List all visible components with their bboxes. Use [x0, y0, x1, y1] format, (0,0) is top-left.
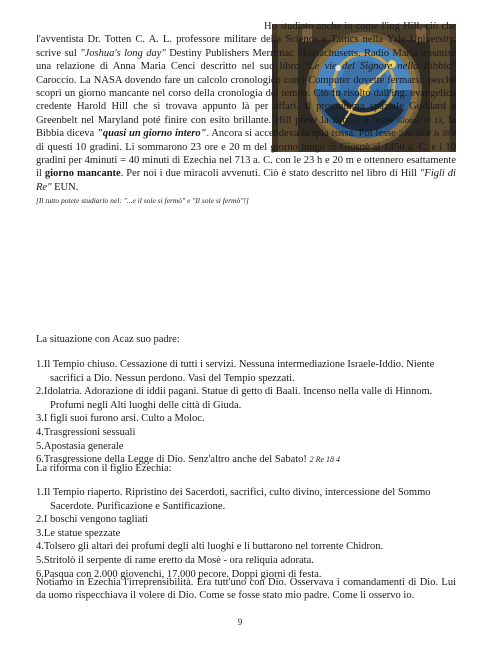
intro-paragraph: [36, 20, 456, 208]
list-item: 1.Il Tempio riaperto. Ripristino dei Sacerdoti, sacrifici, culto divino, intercessione del Sommo Sacerdote. Purificazione e Santificazione.: [36, 487, 431, 512]
text-run: e: [423, 128, 434, 140]
text-run: Destiny Publishers Merrimac Massachusetts. Radio Maria trasmise una relazione di Anna Maria Cenci descritto nel suo libro: [36, 47, 456, 73]
book-title: "Figli di Re": [36, 168, 456, 193]
book-title: "Joshua's long day": [80, 47, 166, 59]
list-item: 5.Apostasia generale: [36, 440, 124, 452]
list-item: 3.Le statue spezzate: [36, 527, 121, 539]
section1-heading: La situazione con Acaz suo padre:: [36, 334, 180, 345]
list-item: 4.Tolsero gli altari dei profumi degli alti luoghi e li buttarono nel torrente Chidron.: [36, 541, 384, 553]
acaz-list: [36, 358, 460, 467]
list-item: 3.I figli suoi furono arsi. Culto a Moloc.: [36, 413, 205, 425]
list-item: 4.Trasgressioni sessuali: [36, 426, 136, 438]
text-run: . Ancora si accendeva la spia rossa. Poi lesse: [206, 128, 399, 140]
study-note: [Il tutto potete studiarlo nel: "...e il sole si fermò" e "Il sole si fermò"!]: [36, 196, 249, 206]
list-item: 2.I boschi vengono tagliati: [36, 514, 148, 526]
ezechia-list: [36, 486, 460, 581]
text-run: Ho studiato anche io come l'ing Hill, ciò che l'avventista Dr. Totten C. A. L. professore militare della Science e Tattics nella Yale University. scrive sul: [36, 21, 456, 59]
bible-reference: 2 Re 18 4: [309, 455, 340, 465]
list-item: 1.Il Tempio chiuso. Cessazione di tutti i servizi. Nessuna intermediazione Israele-Iddio. Niente sacrifici a Dio. Nessun perdono. Vasi del Tempio spezzati.: [36, 359, 435, 384]
book-title: "Le vie del Signore nella Bibbia": [304, 61, 456, 73]
list-item: 2.Idolatria. Adorazione di iddii pagani. Statue di getto di Baali. Incenso nella valle di Hinnom. Profumi negli Alti luoghi delle città di Giuda.: [36, 386, 433, 411]
highlighted-phrase: giorno mancante: [44, 168, 121, 180]
bible-quote: "quasi un giorno intero": [97, 128, 207, 140]
bible-reference: 2 Re 20: [398, 129, 424, 139]
text-run: . Per noi i due miracoli avvenuti. Ciò è stato descritto nel libro di Hill: [120, 168, 421, 180]
list-item: 6.Pasqua con 2.000 giovenchi, 17.000 pecore. Doppi giorni di festa.: [36, 568, 322, 580]
list-item-text: 6.Trasgressione della Legge di Dio. Senz'altro anche del Sabato!: [36, 454, 310, 466]
text-run: , la Bibbia diceva: [36, 114, 456, 140]
bible-reference: Is 38 8: [433, 129, 456, 139]
text-run: EUN.: [51, 181, 79, 193]
list-item: 5.Stritolò il serpente di rame eretto da Mosè - ora reliquia adorata.: [36, 554, 314, 566]
section2-heading: La riforma con il figlio Ezechia:: [36, 463, 172, 474]
page-number: 9: [237, 617, 243, 627]
text-run: di questi 10 gradini. Li sommarono 23 ore e 20 m del giorno lungo di Giosuè al 1450 a. C. e i 10 gradini per 4minuti = 40 minuti di Ezechia nel 713 a. C. con le 23 h e 20 m e ottennero esattamente il: [36, 141, 456, 180]
bible-reference: Giosuè 10 13: [396, 115, 442, 125]
closing-paragraph: Notiamo in Ezechia l'irreprensibilità. Era tutt'uno con Dio. Osservava i comandamenti di Dio. Lui da uomo rispecchiava il volere di Dio. Come se fosse stato mio padre. Come li osservo io.: [36, 577, 456, 602]
text-run: Caroccio. La NASA dovendo fare un calcolo cronologico con i Computer dovette fermarsi, perché scoprì un giorno mancante nel corso della cronologia del tempo. Ciò fu risolto dall'ing. evangelico credente Harold Hill che si trovava appunto là per affari. Il programma spaziale Goddard a Greenbelt nel Maryland poté finire con esito brillante. Hill prese la Bibbia e lesse: [36, 74, 456, 126]
